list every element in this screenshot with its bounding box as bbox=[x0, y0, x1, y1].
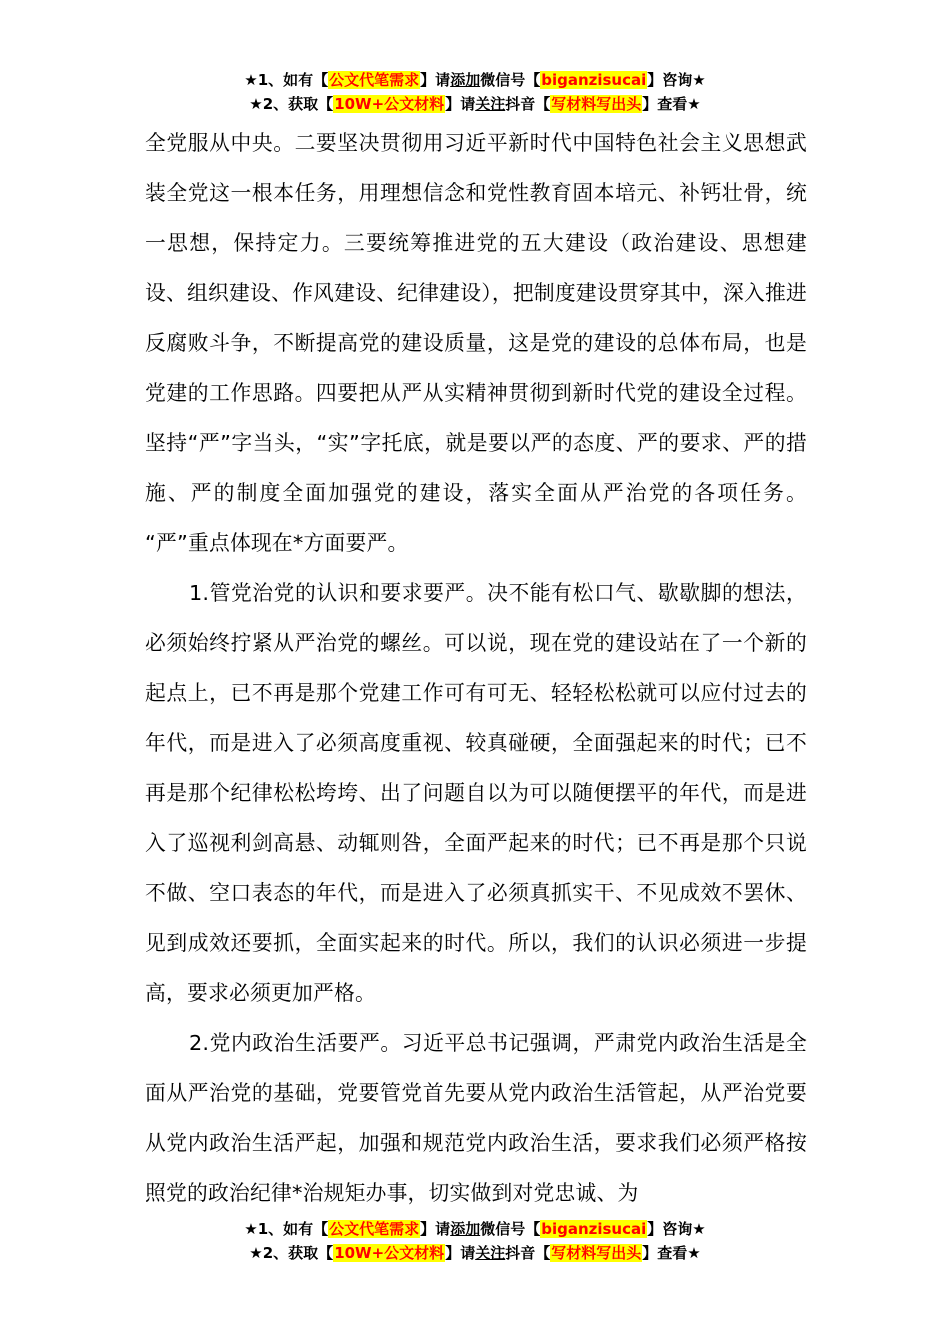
highlight-douyin-account: 写材料写出头 bbox=[551, 1244, 642, 1262]
paragraph-1: 全党服从中央。二要坚决贯彻用习近平新时代中国特色社会主义思想武装全党这一根本任务，用理想信念和党性教育固本培元、补钙壮骨，统一思想，保持定力。三要统筹推进党的五大建设（政治建设、思想建设、组织建设、作风建设、纪律建设），把制度建设贯穿其中，深入推进反腐败斗争，不断提高党的建设质量，这是党的建设的总体布局，也是党建的工作思路。四要把从严从实精神贯彻到新时代党的建设全过程。坚持“严”字当头，“实”字托底，就是要以严的态度、严的要求、严的措施、严的制度全面加强党的建设，落实全面从严治党的各项任务。 “严”重点体现在*方面要严。 bbox=[145, 131, 807, 555]
highlight-douyin-account: 写材料写出头 bbox=[551, 95, 642, 113]
banner-text: 抖音【 bbox=[505, 1244, 551, 1262]
top-banner bbox=[0, 68, 950, 116]
banner-text: 】查看★ bbox=[642, 1244, 701, 1262]
highlight-wechat-id: biganzisucai bbox=[541, 1220, 647, 1238]
document-body bbox=[145, 118, 807, 1218]
banner-text: ★2、获取【 bbox=[249, 1244, 334, 1262]
banner-line-1 bbox=[0, 1217, 950, 1241]
underlined-add: 添加 bbox=[450, 1220, 481, 1238]
highlight-wechat-id: biganzisucai bbox=[541, 71, 647, 89]
banner-line-1 bbox=[0, 68, 950, 92]
highlight-service: 公文代笔需求 bbox=[329, 71, 420, 89]
banner-text: 抖音【 bbox=[505, 95, 551, 113]
banner-text: ★1、如有【 bbox=[244, 1220, 329, 1238]
paragraph-2: 1.管党治党的认识和要求要严。决不能有松口气、歇歇脚的想法，必须始终拧紧从严治党的螺丝。可以说，现在党的建设站在了一个新的起点上，已不再是那个党建工作可有可无、轻轻松松就可以应付过去的年代，而是进入了必须高度重视、较真碰硬，全面强起来的时代；已不再是那个纪律松松垮垮、出了问题自以为可以随便摆平的年代，而是进入了巡视利剑高悬、动辄则咎，全面严起来的时代；已不再是那个只说不做、空口表态的年代，而是进入了必须真抓实干、不见成效不罢休、见到成效还要抓，全面实起来的时代。所以，我们的认识必须进一步提高，要求必须更加严格。 bbox=[145, 581, 807, 1005]
banner-text: ★2、获取【 bbox=[249, 95, 334, 113]
banner-line-2 bbox=[0, 1241, 950, 1265]
highlight-materials: 10W+公文材料 bbox=[334, 95, 445, 113]
banner-text: 微信号【 bbox=[480, 1220, 541, 1238]
highlight-service: 公文代笔需求 bbox=[329, 1220, 420, 1238]
banner-text: 】请 bbox=[420, 1220, 451, 1238]
bottom-banner bbox=[0, 1217, 950, 1265]
banner-text: 】咨询★ bbox=[647, 71, 706, 89]
underlined-follow: 关注 bbox=[475, 95, 506, 113]
banner-text: ★1、如有【 bbox=[244, 71, 329, 89]
underlined-follow: 关注 bbox=[475, 1244, 506, 1262]
underlined-add: 添加 bbox=[450, 71, 481, 89]
banner-text: 】请 bbox=[445, 95, 476, 113]
banner-text: 微信号【 bbox=[480, 71, 541, 89]
paragraph-3: 2.党内政治生活要严。习近平总书记强调，严肃党内政治生活是全面从严治党的基础，党要管党首先要从党内政治生活管起，从严治党要从党内政治生活严起，加强和规范党内政治生活，要求我们必须严格按照党的政治纪律*治规矩办事，切实做到对党忠诚、为 bbox=[145, 1031, 807, 1205]
banner-text: 】请 bbox=[420, 71, 451, 89]
highlight-materials: 10W+公文材料 bbox=[334, 1244, 445, 1262]
banner-text: 】咨询★ bbox=[647, 1220, 706, 1238]
banner-text: 】请 bbox=[445, 1244, 476, 1262]
banner-line-2 bbox=[0, 92, 950, 116]
banner-text: 】查看★ bbox=[642, 95, 701, 113]
